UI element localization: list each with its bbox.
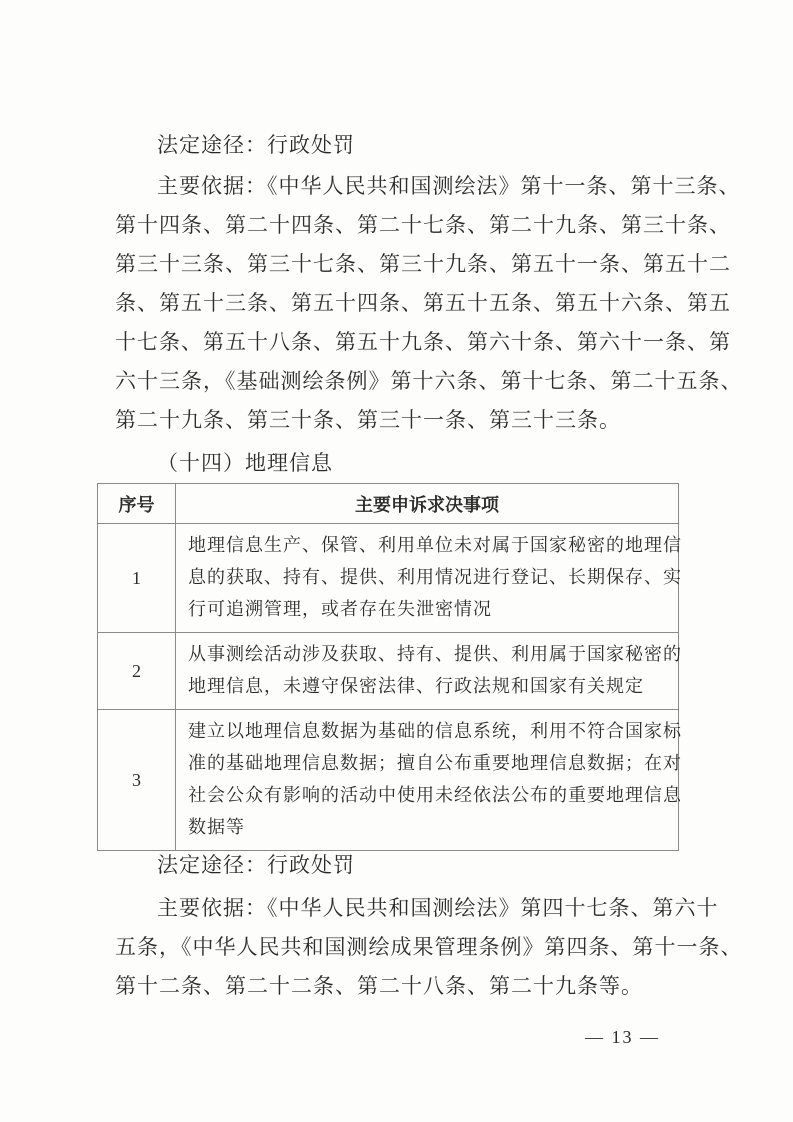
row-number: 2 <box>98 633 176 710</box>
row-line: 数据等 <box>188 817 245 838</box>
row-line: 地理信息，未遵守保密法律、行政法规和国家有关规定 <box>188 676 644 697</box>
table-row <box>98 633 679 710</box>
grievance-table <box>97 483 682 851</box>
basis-line: 五条，《中华人民共和国测绘成果管理条例》第四条、第十一条、 <box>115 935 743 959</box>
basis-line: 第十四条、第二十四条、第二十七条、第二十九条、第三十条、 <box>115 213 731 237</box>
row-line: 行可追溯管理，或者存在失泄密情况 <box>188 599 492 620</box>
row-line: 地理信息生产、保管、利用单位未对属于国家秘密的地理信 <box>188 535 682 556</box>
table-row <box>98 710 679 851</box>
page-number: — 13 — <box>585 1027 660 1047</box>
row-number: 3 <box>98 710 176 851</box>
row-content <box>176 710 682 851</box>
row-line: 准的基础地理信息数据；擅自公布重要地理信息数据；在对 <box>188 753 682 774</box>
basis-line: 第三十三条、第三十七条、第三十九条、第五十一条、第五十二 <box>115 252 731 276</box>
table-row <box>98 524 679 633</box>
row-line: 息的获取、持有、提供、利用情况进行登记、长期保存、实 <box>188 567 682 588</box>
row-line: 从事测绘活动涉及获取、持有、提供、利用属于国家秘密的 <box>188 644 682 665</box>
basis-line: 第二十九条、第三十条、第三十一条、第三十三条。 <box>115 408 621 432</box>
table-header-row <box>98 484 679 524</box>
top-section <box>115 126 743 440</box>
basis-line: 第十二条、第二十二条、第二十八条、第二十九条等。 <box>115 974 643 998</box>
basis-line: 十七条、第五十八条、第五十九条、第六十条、第六十一条、第 <box>115 330 731 354</box>
row-number: 1 <box>98 524 176 633</box>
legal-path-top: 法定途径：行政处罚 <box>157 133 355 157</box>
section-title: （十四）地理信息 <box>157 451 333 475</box>
row-content <box>176 633 682 710</box>
legal-path-bottom: 法定途径：行政处罚 <box>157 853 355 877</box>
row-line: 社会公众有影响的活动中使用未经依法公布的重要地理信息 <box>188 785 682 806</box>
row-line: 建立以地理信息数据为基础的信息系统，利用不符合国家标 <box>188 721 682 742</box>
header-matters: 主要申诉求决事项 <box>176 484 679 524</box>
row-content <box>176 524 682 633</box>
bottom-section <box>115 846 743 1006</box>
basis-line: 主要依据：《中华人民共和国测绘法》第十一条、第十三条、 <box>157 174 741 198</box>
header-seq: 序号 <box>98 484 176 524</box>
basis-line: 条、第五十三条、第五十四条、第五十五条、第五十六条、第五 <box>115 291 731 315</box>
basis-line: 六十三条，《基础测绘条例》第十六条、第十七条、第二十五条、 <box>115 369 743 393</box>
basis-line: 主要依据：《中华人民共和国测绘法》第四十七条、第六十 <box>157 896 719 920</box>
